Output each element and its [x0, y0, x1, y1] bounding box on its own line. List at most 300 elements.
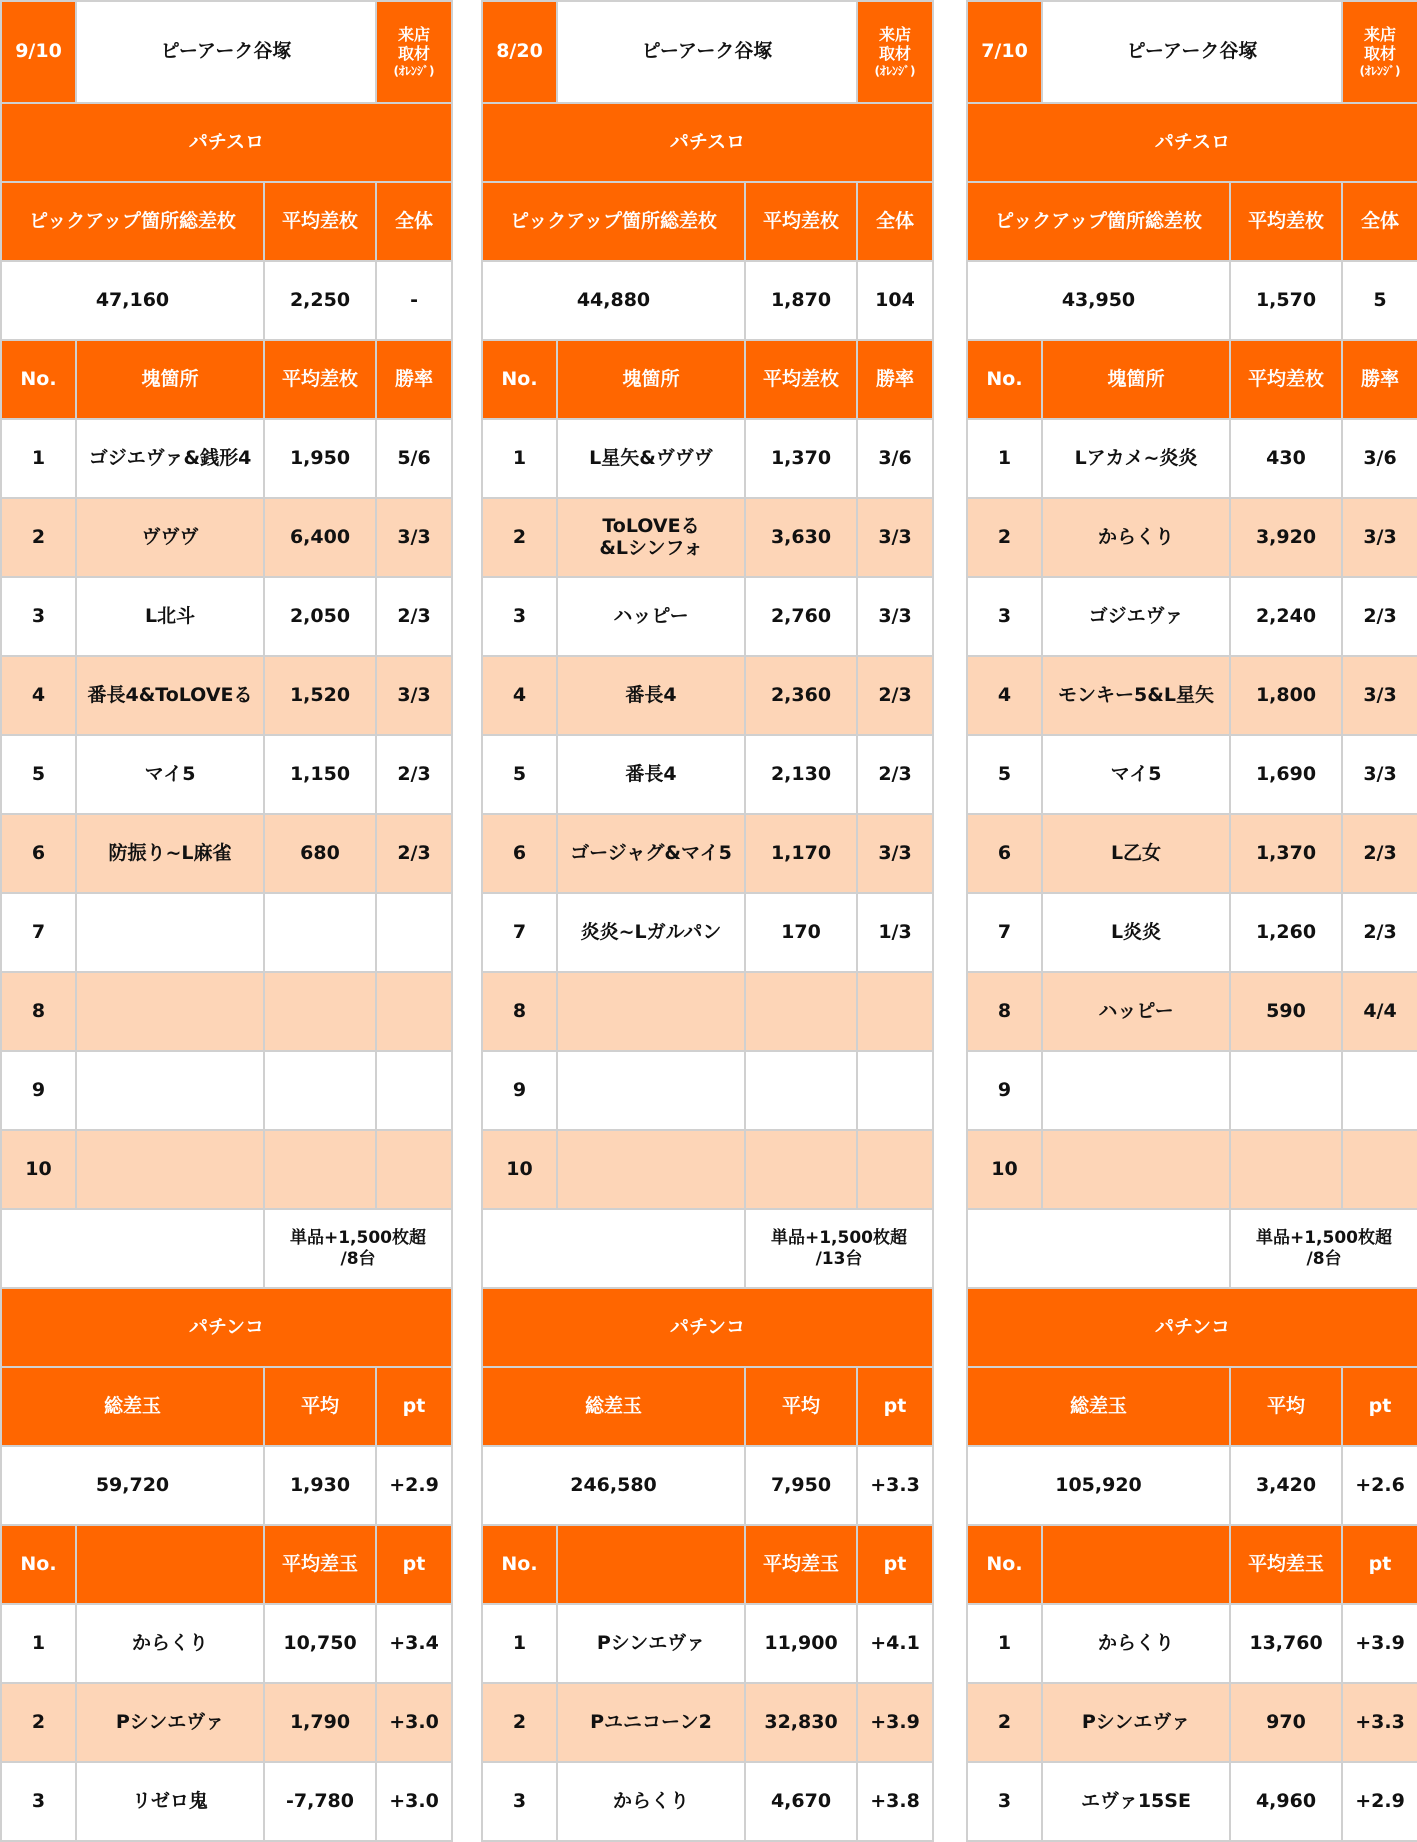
win-rate [1342, 1051, 1417, 1130]
average-difference: 680 [264, 814, 376, 893]
slot-row [967, 1051, 1417, 1130]
row-number: 3 [967, 577, 1042, 656]
slot-section-row [1, 103, 452, 182]
win-rate: 3/3 [857, 814, 933, 893]
note-blank [1, 1209, 264, 1288]
header-row [482, 1, 933, 103]
slot-note [1230, 1209, 1417, 1288]
row-number: 4 [482, 656, 557, 735]
pachinko-column-header-no: No. [967, 1525, 1042, 1604]
average-difference: 2,360 [745, 656, 857, 735]
row-number: 9 [482, 1051, 557, 1130]
row-number: 2 [482, 498, 557, 577]
slot-note-row [1, 1209, 452, 1288]
pachinko-row [482, 1604, 933, 1683]
slot-table-header-row [1, 340, 452, 419]
machine-location: ヴヴヴ [76, 498, 264, 577]
machine-location [1042, 1130, 1230, 1209]
average-difference: 170 [745, 893, 857, 972]
slot-row [482, 1130, 933, 1209]
row-number: 3 [482, 1762, 557, 1841]
pachinko-total-value: 105,920 [967, 1446, 1230, 1525]
win-rate: 3/3 [857, 498, 933, 577]
win-rate [857, 1051, 933, 1130]
average-difference: 4,960 [1230, 1762, 1342, 1841]
pachinko-header-average: 平均 [1230, 1367, 1342, 1446]
store-name: ピーアーク谷塚 [1042, 1, 1342, 103]
average-difference: 970 [1230, 1683, 1342, 1762]
pachinko-column-header-pt: pt [1342, 1525, 1417, 1604]
machine-location: ハッピー [1042, 972, 1230, 1051]
slot-summary-value-row [1, 261, 452, 340]
pachinko-pt-value: +2.6 [1342, 1446, 1417, 1525]
machine-location: L北斗 [76, 577, 264, 656]
average-difference: 1,370 [1230, 814, 1342, 893]
row-number: 7 [1, 893, 76, 972]
note-blank [482, 1209, 745, 1288]
pachinko-section-title: パチンコ [482, 1288, 933, 1367]
column-header-no: No. [1, 340, 76, 419]
column-header-location: 塊箇所 [76, 340, 264, 419]
slot-row [482, 419, 933, 498]
row-number: 1 [1, 419, 76, 498]
pachinko-header-pt: pt [1342, 1367, 1417, 1446]
average-difference: -7,780 [264, 1762, 376, 1841]
column-header-average: 平均差枚 [1230, 340, 1342, 419]
win-rate: 2/3 [1342, 814, 1417, 893]
pt-value: +2.9 [1342, 1762, 1417, 1841]
summary-header-average: 平均差枚 [745, 182, 857, 261]
row-number: 8 [1, 972, 76, 1051]
slot-row [1, 814, 452, 893]
summary-overall-value: 104 [857, 261, 933, 340]
slot-row [482, 814, 933, 893]
slot-summary-header-row [967, 182, 1417, 261]
report-panel-7-10 [966, 0, 1417, 1842]
machine-location-line: ToLOVEる [602, 514, 700, 537]
raiten-line2: 取材 [1364, 43, 1397, 63]
column-header-win-rate: 勝率 [1342, 340, 1417, 419]
row-number: 10 [482, 1130, 557, 1209]
slot-row [1, 419, 452, 498]
pachinko-column-header-machine [557, 1525, 745, 1604]
row-number: 2 [1, 1683, 76, 1762]
raiten-line1: 来店 [879, 25, 912, 45]
raiten-line1: 来店 [1364, 25, 1397, 45]
raiten-line3: (ｵﾚﾝｼﾞ) [1359, 63, 1401, 78]
win-rate: 2/3 [376, 814, 452, 893]
win-rate [376, 1051, 452, 1130]
machine-location: 番長4 [557, 656, 745, 735]
row-number: 1 [967, 1604, 1042, 1683]
slot-row [967, 814, 1417, 893]
machine-name: Pユニコーン2 [557, 1683, 745, 1762]
slot-row [1, 972, 452, 1051]
slot-note-line: 単品+1,500枚超 [289, 1228, 427, 1249]
average-difference [264, 1130, 376, 1209]
win-rate [376, 893, 452, 972]
slot-note [264, 1209, 452, 1288]
win-rate: 2/3 [857, 735, 933, 814]
column-header-average: 平均差枚 [264, 340, 376, 419]
summary-average-value: 2,250 [264, 261, 376, 340]
pachinko-summary-header-row [967, 1367, 1417, 1446]
row-number: 1 [482, 1604, 557, 1683]
pt-value: +3.3 [1342, 1683, 1417, 1762]
pachinko-column-header-no: No. [1, 1525, 76, 1604]
report-table [966, 0, 1417, 1842]
row-number: 2 [967, 498, 1042, 577]
row-number: 5 [482, 735, 557, 814]
win-rate: 2/3 [1342, 893, 1417, 972]
average-difference: 13,760 [1230, 1604, 1342, 1683]
row-number: 1 [967, 419, 1042, 498]
win-rate: 3/3 [376, 656, 452, 735]
average-difference: 2,130 [745, 735, 857, 814]
row-number: 9 [1, 1051, 76, 1130]
machine-location: 番長4&ToLOVEる [76, 656, 264, 735]
pt-value: +3.4 [376, 1604, 452, 1683]
average-difference: 3,920 [1230, 498, 1342, 577]
pachinko-header-average: 平均 [264, 1367, 376, 1446]
machine-location [76, 893, 264, 972]
row-number: 10 [1, 1130, 76, 1209]
pachinko-average-value: 1,930 [264, 1446, 376, 1525]
pachinko-header-pt: pt [857, 1367, 933, 1446]
slot-row [967, 1130, 1417, 1209]
average-difference [1230, 1130, 1342, 1209]
slot-summary-header-row [482, 182, 933, 261]
machine-location: L乙女 [1042, 814, 1230, 893]
machine-location [557, 1130, 745, 1209]
slot-section-title: パチスロ [1, 103, 452, 182]
pachinko-row [482, 1762, 933, 1841]
date-cell: 9/10 [1, 1, 76, 103]
pachinko-section-row [1, 1288, 452, 1367]
pt-value: +3.8 [857, 1762, 933, 1841]
summary-average-value: 1,870 [745, 261, 857, 340]
pachinko-column-header-machine [76, 1525, 264, 1604]
summary-total-value: 43,950 [967, 261, 1230, 340]
win-rate: 3/6 [1342, 419, 1417, 498]
slot-summary-value-row [967, 261, 1417, 340]
slot-row [482, 735, 933, 814]
column-header-average: 平均差枚 [745, 340, 857, 419]
slot-note-line: 単品+1,500枚超 [1255, 1228, 1393, 1249]
slot-note-row [967, 1209, 1417, 1288]
slot-row [1, 656, 452, 735]
raiten-line1: 来店 [398, 25, 431, 45]
slot-row [1, 498, 452, 577]
pachinko-table-header-row [967, 1525, 1417, 1604]
row-number: 3 [967, 1762, 1042, 1841]
machine-location [1042, 1051, 1230, 1130]
panel-gap [450, 0, 480, 1842]
row-number: 3 [1, 1762, 76, 1841]
slot-summary-value-row [482, 261, 933, 340]
pachinko-column-header-no: No. [482, 1525, 557, 1604]
summary-header-overall: 全体 [857, 182, 933, 261]
header-row [1, 1, 452, 103]
machine-name: エヴァ15SE [1042, 1762, 1230, 1841]
win-rate: 2/3 [1342, 577, 1417, 656]
pachinko-column-header-average: 平均差玉 [1230, 1525, 1342, 1604]
win-rate: 5/6 [376, 419, 452, 498]
slot-row [482, 498, 933, 577]
pt-value: +3.9 [857, 1683, 933, 1762]
slot-row [967, 577, 1417, 656]
average-difference [1230, 1051, 1342, 1130]
row-number: 8 [482, 972, 557, 1051]
pachinko-summary-value-row [967, 1446, 1417, 1525]
machine-location [76, 1130, 264, 1209]
header-row [967, 1, 1417, 103]
slot-note-line: /8台 [340, 1248, 376, 1269]
win-rate [857, 1130, 933, 1209]
pt-value: +3.0 [376, 1762, 452, 1841]
raiten-badge [1342, 1, 1417, 103]
pachinko-summary-value-row [1, 1446, 452, 1525]
average-difference [264, 893, 376, 972]
row-number: 6 [967, 814, 1042, 893]
slot-row [967, 893, 1417, 972]
average-difference: 2,760 [745, 577, 857, 656]
report-table [481, 0, 934, 1842]
pachinko-column-header-machine [1042, 1525, 1230, 1604]
slot-table-header-row [482, 340, 933, 419]
row-number: 7 [967, 893, 1042, 972]
slot-row [1, 1130, 452, 1209]
pachinko-row [1, 1604, 452, 1683]
pachinko-summary-value-row [482, 1446, 933, 1525]
win-rate: 2/3 [376, 735, 452, 814]
pachinko-column-header-pt: pt [857, 1525, 933, 1604]
summary-header-overall: 全体 [1342, 182, 1417, 261]
row-number: 2 [967, 1683, 1042, 1762]
raiten-badge [857, 1, 933, 103]
machine-location: マイ5 [76, 735, 264, 814]
slot-row [1, 735, 452, 814]
row-number: 5 [1, 735, 76, 814]
average-difference [264, 1051, 376, 1130]
machine-name: Pシンエヴァ [557, 1604, 745, 1683]
slot-row [967, 735, 1417, 814]
machine-location: ゴジエヴァ&銭形4 [76, 419, 264, 498]
raiten-line3: (ｵﾚﾝｼﾞ) [393, 63, 435, 78]
machine-location [76, 1051, 264, 1130]
average-difference [745, 972, 857, 1051]
row-number: 10 [967, 1130, 1042, 1209]
row-number: 5 [967, 735, 1042, 814]
pachinko-header-average: 平均 [745, 1367, 857, 1446]
pachinko-header-total: 総差玉 [482, 1367, 745, 1446]
machine-name: Pシンエヴァ [76, 1683, 264, 1762]
win-rate: 2/3 [376, 577, 452, 656]
slot-note [745, 1209, 933, 1288]
machine-location [76, 972, 264, 1051]
slot-row [1, 577, 452, 656]
pachinko-row [482, 1683, 933, 1762]
machine-location: ゴージャグ&マイ5 [557, 814, 745, 893]
slot-row [482, 972, 933, 1051]
raiten-line2: 取材 [879, 43, 912, 63]
win-rate: 3/6 [857, 419, 933, 498]
slot-note-line: /8台 [1306, 1248, 1342, 1269]
row-number: 3 [482, 577, 557, 656]
panel-gap [935, 0, 965, 1842]
average-difference: 3,630 [745, 498, 857, 577]
win-rate: 4/4 [1342, 972, 1417, 1051]
slot-section-row [482, 103, 933, 182]
row-number: 1 [1, 1604, 76, 1683]
raiten-line3: (ｵﾚﾝｼﾞ) [874, 63, 916, 78]
win-rate [376, 1130, 452, 1209]
row-number: 2 [482, 1683, 557, 1762]
note-blank [967, 1209, 1230, 1288]
average-difference: 1,370 [745, 419, 857, 498]
row-number: 4 [1, 656, 76, 735]
slot-summary-header-row [1, 182, 452, 261]
slot-note-row [482, 1209, 933, 1288]
pt-value: +3.0 [376, 1683, 452, 1762]
win-rate: 3/3 [857, 577, 933, 656]
pachinko-average-value: 7,950 [745, 1446, 857, 1525]
slot-note-line: /13台 [815, 1248, 863, 1269]
column-header-location: 塊箇所 [1042, 340, 1230, 419]
win-rate: 1/3 [857, 893, 933, 972]
machine-location: L炎炎 [1042, 893, 1230, 972]
average-difference [264, 972, 376, 1051]
pachinko-table-header-row [1, 1525, 452, 1604]
row-number: 6 [1, 814, 76, 893]
pachinko-average-value: 3,420 [1230, 1446, 1342, 1525]
row-number: 8 [967, 972, 1042, 1051]
summary-average-value: 1,570 [1230, 261, 1342, 340]
average-difference [745, 1130, 857, 1209]
average-difference [745, 1051, 857, 1130]
pachinko-row [1, 1683, 452, 1762]
slot-note-line: 単品+1,500枚超 [770, 1228, 908, 1249]
slot-row [482, 577, 933, 656]
machine-location [557, 498, 745, 577]
pachinko-total-value: 59,720 [1, 1446, 264, 1525]
pachinko-header-total: 総差玉 [967, 1367, 1230, 1446]
machine-location: モンキー5&L星矢 [1042, 656, 1230, 735]
machine-location: マイ5 [1042, 735, 1230, 814]
machine-location: 番長4 [557, 735, 745, 814]
slot-section-row [967, 103, 1417, 182]
slot-row [967, 419, 1417, 498]
pachinko-total-value: 246,580 [482, 1446, 745, 1525]
report-table [0, 0, 453, 1842]
pachinko-table-header-row [482, 1525, 933, 1604]
average-difference: 1,260 [1230, 893, 1342, 972]
win-rate: 3/3 [1342, 498, 1417, 577]
row-number: 4 [967, 656, 1042, 735]
slot-row [482, 656, 933, 735]
average-difference: 430 [1230, 419, 1342, 498]
average-difference: 1,800 [1230, 656, 1342, 735]
pachinko-column-header-average: 平均差玉 [745, 1525, 857, 1604]
pachinko-section-row [967, 1288, 1417, 1367]
machine-location [557, 1051, 745, 1130]
summary-overall-value: - [376, 261, 452, 340]
machine-location: ハッピー [557, 577, 745, 656]
average-difference: 1,150 [264, 735, 376, 814]
machine-location: 炎炎~Lガルパン [557, 893, 745, 972]
slot-row [482, 893, 933, 972]
pachinko-summary-header-row [482, 1367, 933, 1446]
pachinko-header-total: 総差玉 [1, 1367, 264, 1446]
slot-row [967, 656, 1417, 735]
machine-name: リゼロ鬼 [76, 1762, 264, 1841]
summary-header-total: ピックアップ箇所総差枚 [1, 182, 264, 261]
slot-row [482, 1051, 933, 1130]
pachinko-pt-value: +3.3 [857, 1446, 933, 1525]
pachinko-row [967, 1762, 1417, 1841]
pachinko-column-header-pt: pt [376, 1525, 452, 1604]
machine-location-line: &Lシンフォ [599, 536, 703, 559]
summary-header-overall: 全体 [376, 182, 452, 261]
store-name: ピーアーク谷塚 [76, 1, 376, 103]
date-cell: 8/20 [482, 1, 557, 103]
average-difference: 1,950 [264, 419, 376, 498]
pachinko-section-title: パチンコ [1, 1288, 452, 1367]
slot-row [1, 893, 452, 972]
report-panel-8-20 [481, 0, 934, 1842]
pachinko-section-row [482, 1288, 933, 1367]
pt-value: +3.9 [1342, 1604, 1417, 1683]
column-header-no: No. [967, 340, 1042, 419]
machine-name: Pシンエヴァ [1042, 1683, 1230, 1762]
machine-location: Lアカメ~炎炎 [1042, 419, 1230, 498]
machine-name: からくり [1042, 1604, 1230, 1683]
pachinko-section-title: パチンコ [967, 1288, 1417, 1367]
win-rate: 3/3 [1342, 735, 1417, 814]
win-rate [1342, 1130, 1417, 1209]
average-difference: 590 [1230, 972, 1342, 1051]
pachinko-summary-header-row [1, 1367, 452, 1446]
win-rate [857, 972, 933, 1051]
average-difference: 1,790 [264, 1683, 376, 1762]
slot-row [1, 1051, 452, 1130]
average-difference: 32,830 [745, 1683, 857, 1762]
store-name: ピーアーク谷塚 [557, 1, 857, 103]
average-difference: 4,670 [745, 1762, 857, 1841]
machine-location: からくり [1042, 498, 1230, 577]
row-number: 1 [482, 419, 557, 498]
win-rate: 3/3 [376, 498, 452, 577]
column-header-win-rate: 勝率 [376, 340, 452, 419]
average-difference: 1,690 [1230, 735, 1342, 814]
row-number: 9 [967, 1051, 1042, 1130]
summary-total-value: 44,880 [482, 261, 745, 340]
average-difference: 1,520 [264, 656, 376, 735]
win-rate [376, 972, 452, 1051]
slot-row [967, 972, 1417, 1051]
average-difference: 2,050 [264, 577, 376, 656]
summary-header-average: 平均差枚 [1230, 182, 1342, 261]
average-difference: 1,170 [745, 814, 857, 893]
column-header-no: No. [482, 340, 557, 419]
pachinko-row [967, 1683, 1417, 1762]
machine-location: ゴジエヴァ [1042, 577, 1230, 656]
pachinko-row [967, 1604, 1417, 1683]
pachinko-pt-value: +2.9 [376, 1446, 452, 1525]
summary-total-value: 47,160 [1, 261, 264, 340]
win-rate: 2/3 [857, 656, 933, 735]
pachinko-header-pt: pt [376, 1367, 452, 1446]
